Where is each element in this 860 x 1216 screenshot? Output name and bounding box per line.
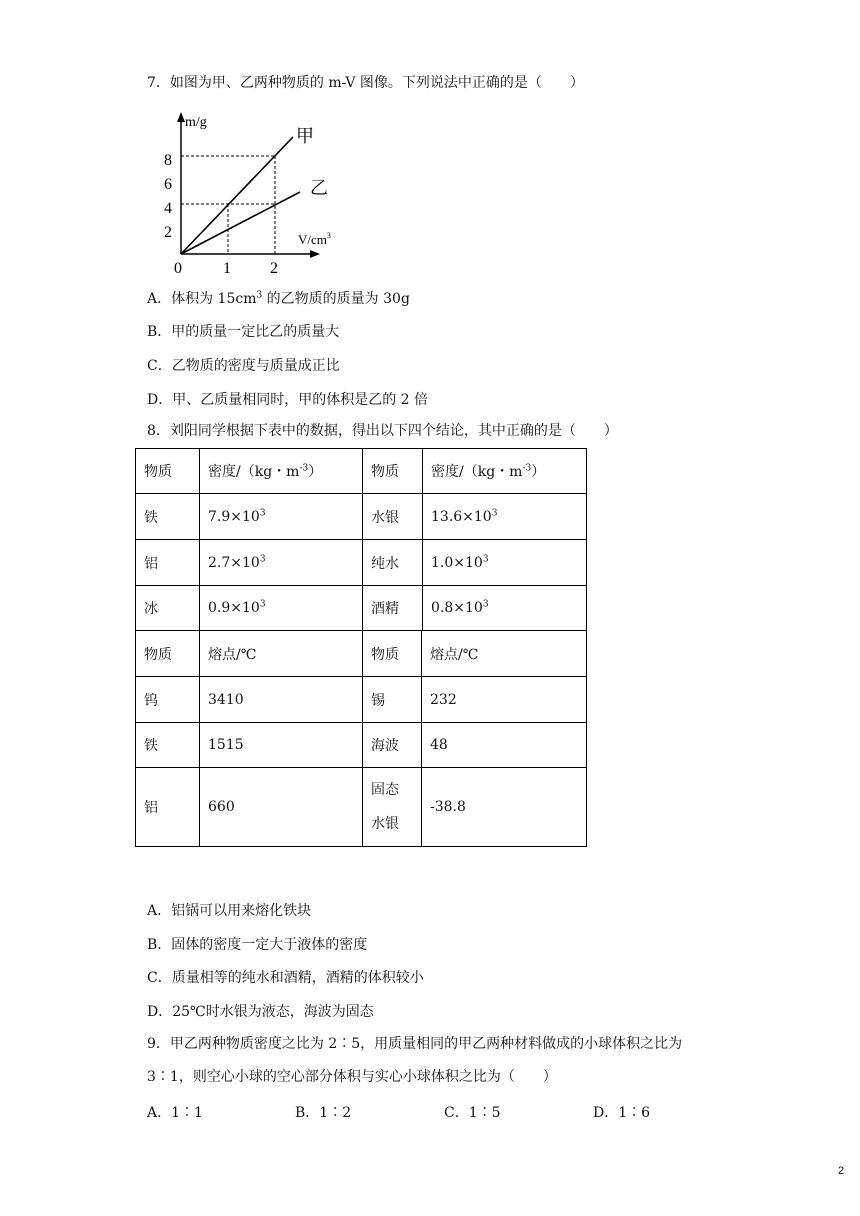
q9-stem-line1: 9．甲乙两种物质密度之比为 2∶5，用质量相同的甲乙两种材料做成的小球体积之比为 [147,1036,683,1052]
q8-option-c[interactable]: C．质量相等的纯水和酒精，酒精的体积较小 [147,970,424,986]
header-density: 密度/（kg・$m^{-3}$） [200,449,363,494]
line-jia-label: 甲 [296,126,314,146]
cell-substance: 水银 [363,494,423,540]
y-tick-6: 6 [164,176,172,193]
header-substance: 物质 [136,449,200,494]
cell-density: $7.9\times 10^3$ [200,494,363,540]
cell-substance: 冰 [136,586,200,631]
q8-option-b[interactable]: B．固体的密度一定大于液体的密度 [147,937,368,953]
q7-stem: 7．如图为甲、乙两种物质的 m-V 图像。下列说法中正确的是（ ） [147,75,584,91]
cell-density: $2.7\times 10^3$ [200,540,363,586]
table-row [136,768,587,847]
cell-substance: 纯水 [363,540,423,586]
q7-option-a[interactable]: A．体积为 $15cm^3$ 的乙物质的质量为 30g [147,290,410,307]
density-header-row [136,449,587,494]
header-density: 密度/（kg・$m^{-3}$） [423,449,587,494]
header-substance: 物质 [136,631,200,677]
y-axis-label: m/g [185,115,207,130]
q8-stem: 8．刘阳同学根据下表中的数据，得出以下四个结论，其中正确的是（ ） [147,423,618,439]
cell-substance: 钨 [136,677,200,723]
cell-melting-point: 232 [422,677,587,723]
x-axis-arrow [310,250,320,258]
q9-option-d[interactable]: D．1∶6 [593,1105,651,1121]
q7-option-b[interactable]: B．甲的质量一定比乙的质量大 [147,324,340,340]
cell-substance: 酒精 [363,586,423,631]
table-row [136,494,587,540]
x-tick-2: 2 [270,260,278,277]
table-row [136,586,587,631]
q7-option-d[interactable]: D．甲、乙质量相同时，甲的体积是乙的 2 倍 [147,392,429,408]
cell-melting-point: 3410 [200,677,363,723]
y-tick-2: 2 [164,224,172,241]
cell-density: $13.6\times 10^3$ [423,494,587,540]
q7-option-c[interactable]: C．乙物质的密度与质量成正比 [147,358,340,374]
y-axis-arrow [177,112,185,122]
mv-graph [160,108,360,278]
density-table [135,448,587,631]
cell-substance: 铝 [136,540,200,586]
q9-option-a[interactable]: A．1∶1 [147,1105,203,1121]
q9-stem-line2: 3∶1，则空心小球的空心部分体积与实心小球体积之比为（ ） [147,1069,557,1085]
header-melting-point: 熔点/℃ [200,631,363,677]
y-tick-8: 8 [164,152,172,169]
cell-density: $0.8\times 10^3$ [423,586,587,631]
x-tick-1: 1 [223,260,231,277]
line-jia [181,137,293,254]
q8-option-a[interactable]: A．铝锅可以用来熔化铁块 [147,903,312,919]
cell-substance: 铁 [136,494,200,540]
header-substance: 物质 [363,449,423,494]
q9-option-b[interactable]: B．1∶2 [295,1105,352,1121]
cell-substance: 锡 [363,677,422,723]
q8-option-d[interactable]: D．25℃时水银为液态，海波为固态 [147,1004,374,1020]
x-axis-label: $V/cm^3$ [298,231,331,247]
cell-substance: 铁 [136,723,200,768]
cell-melting-point: 48 [422,723,587,768]
table-row [136,540,587,586]
melting-header-row [136,631,587,677]
header-melting-point: 熔点/℃ [422,631,587,677]
cell-melting-point: -38.8 [422,768,587,847]
line-yi [181,192,300,254]
table-row [136,723,587,768]
cell-substance: 固态 水银 [363,768,422,847]
cell-substance: 海波 [363,723,422,768]
y-tick-4: 4 [164,200,172,217]
cell-melting-point: 660 [200,768,363,847]
melting-point-table [135,630,587,847]
line-yi-label: 乙 [310,178,328,198]
cell-density: $1.0\times 10^3$ [423,540,587,586]
table-row [136,677,587,723]
origin-label: 0 [174,260,182,277]
cell-substance: 铝 [136,768,200,847]
page-number: 2 [838,1165,845,1177]
cell-density: $0.9\times 10^3$ [200,586,363,631]
cell-melting-point: 1515 [200,723,363,768]
header-substance: 物质 [363,631,422,677]
q9-option-c[interactable]: C．1∶5 [444,1105,501,1121]
